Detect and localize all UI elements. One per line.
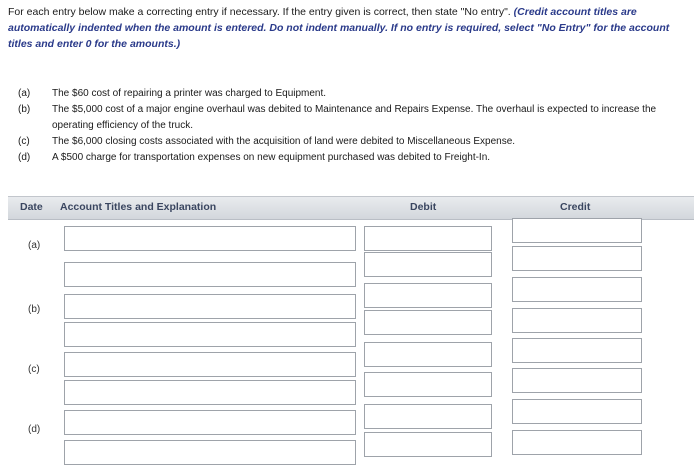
- account-title-input[interactable]: [64, 380, 356, 405]
- instructions: [8, 4, 694, 52]
- account-title-input[interactable]: [64, 294, 356, 319]
- debit-input[interactable]: [364, 404, 492, 429]
- header-account-titles: Account Titles and Explanation: [60, 201, 217, 213]
- credit-input[interactable]: [512, 308, 642, 333]
- credit-input[interactable]: [512, 218, 642, 243]
- transaction-item: [18, 134, 678, 150]
- transaction-item: [18, 150, 678, 166]
- account-title-input[interactable]: [64, 440, 356, 465]
- transaction-label: (d): [18, 152, 31, 163]
- transaction-label: (c): [18, 136, 30, 147]
- debit-input[interactable]: [364, 226, 492, 251]
- debit-input[interactable]: [364, 310, 492, 335]
- transaction-label: (a): [18, 88, 31, 99]
- debit-input[interactable]: [364, 342, 492, 367]
- account-title-input[interactable]: [64, 262, 356, 287]
- transaction-label: (b): [18, 104, 31, 115]
- transaction-text: A $500 charge for transportation expenses on new equipment purchased was debited to Freight-In.: [52, 152, 491, 163]
- debit-input[interactable]: [364, 252, 492, 277]
- account-title-input[interactable]: [64, 226, 356, 251]
- transaction-list: [18, 86, 678, 166]
- instructions-text: For each entry below make a correcting entry if necessary. If the entry given is correct, then state "No entry".: [8, 6, 511, 18]
- debit-input[interactable]: [364, 283, 492, 308]
- entry-label-a: (a): [28, 240, 41, 251]
- debit-input[interactable]: [364, 432, 492, 457]
- transaction-text: The $6,000 closing costs associated with the acquisition of land were debited to Miscellaneous Expense.: [52, 136, 516, 147]
- account-title-input[interactable]: [64, 352, 356, 377]
- header-debit: Debit: [410, 201, 437, 213]
- credit-input[interactable]: [512, 430, 642, 455]
- entry-label-b: (b): [28, 304, 41, 315]
- debit-input[interactable]: [364, 372, 492, 397]
- journal-table-header: [8, 196, 694, 220]
- transaction-text: The $5,000 cost of a major engine overhaul was debited to Maintenance and Repairs Expense. The overhaul is expected to increase the operating efficiency of the truck.: [52, 104, 657, 131]
- header-credit: Credit: [560, 201, 591, 213]
- credit-input[interactable]: [512, 368, 642, 393]
- credit-input[interactable]: [512, 277, 642, 302]
- transaction-item: [18, 86, 678, 102]
- instructions-note: (Credit account titles are automatically indented when the amount is entered. Do not indent manually. If no entry is required, select "No Entry" for the account titles and enter 0 for the amounts.): [8, 6, 670, 50]
- header-date: Date: [20, 201, 43, 213]
- transaction-item: [18, 102, 678, 134]
- account-title-input[interactable]: [64, 322, 356, 347]
- transaction-text: The $60 cost of repairing a printer was charged to Equipment.: [52, 88, 327, 99]
- account-title-input[interactable]: [64, 410, 356, 435]
- entry-label-c: (c): [28, 364, 40, 375]
- credit-input[interactable]: [512, 338, 642, 363]
- credit-input[interactable]: [512, 399, 642, 424]
- entry-label-d: (d): [28, 424, 41, 435]
- credit-input[interactable]: [512, 246, 642, 271]
